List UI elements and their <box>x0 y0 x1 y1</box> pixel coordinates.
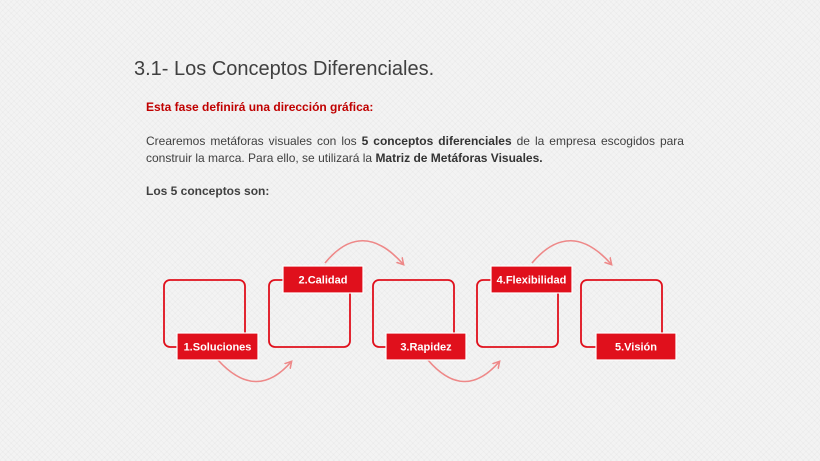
concept-label-5: 5.Visión <box>615 341 657 354</box>
concepts-lead: Los 5 conceptos son: <box>146 184 270 198</box>
paragraph-bold-2: Matriz de Metáforas Visuales. <box>375 151 543 165</box>
concept-label-4: 4.Flexibilidad <box>496 274 567 287</box>
paragraph-text-2: de la empresa escogidos para construir la marca. Para ello, se utilizará la <box>146 134 684 165</box>
paragraph-text-1: Crearemos metáforas visuales con los <box>146 134 362 148</box>
arc-connector-1-2 <box>218 360 291 382</box>
arc-connector-3-4 <box>428 360 499 382</box>
arc-connector-4-5 <box>532 241 611 264</box>
concept-label-3: 3.Rapidez <box>400 341 452 354</box>
concept-label-2: 2.Calidad <box>298 274 348 287</box>
slide-subtitle: Esta fase definirá una dirección gráfica: <box>146 100 374 114</box>
paragraph-bold-1: 5 conceptos diferenciales <box>361 134 512 148</box>
slide-title: 3.1- Los Conceptos Diferenciales. <box>134 58 435 80</box>
arc-connector-2-3 <box>325 241 403 264</box>
concept-label-1: 1.Soluciones <box>183 341 252 354</box>
